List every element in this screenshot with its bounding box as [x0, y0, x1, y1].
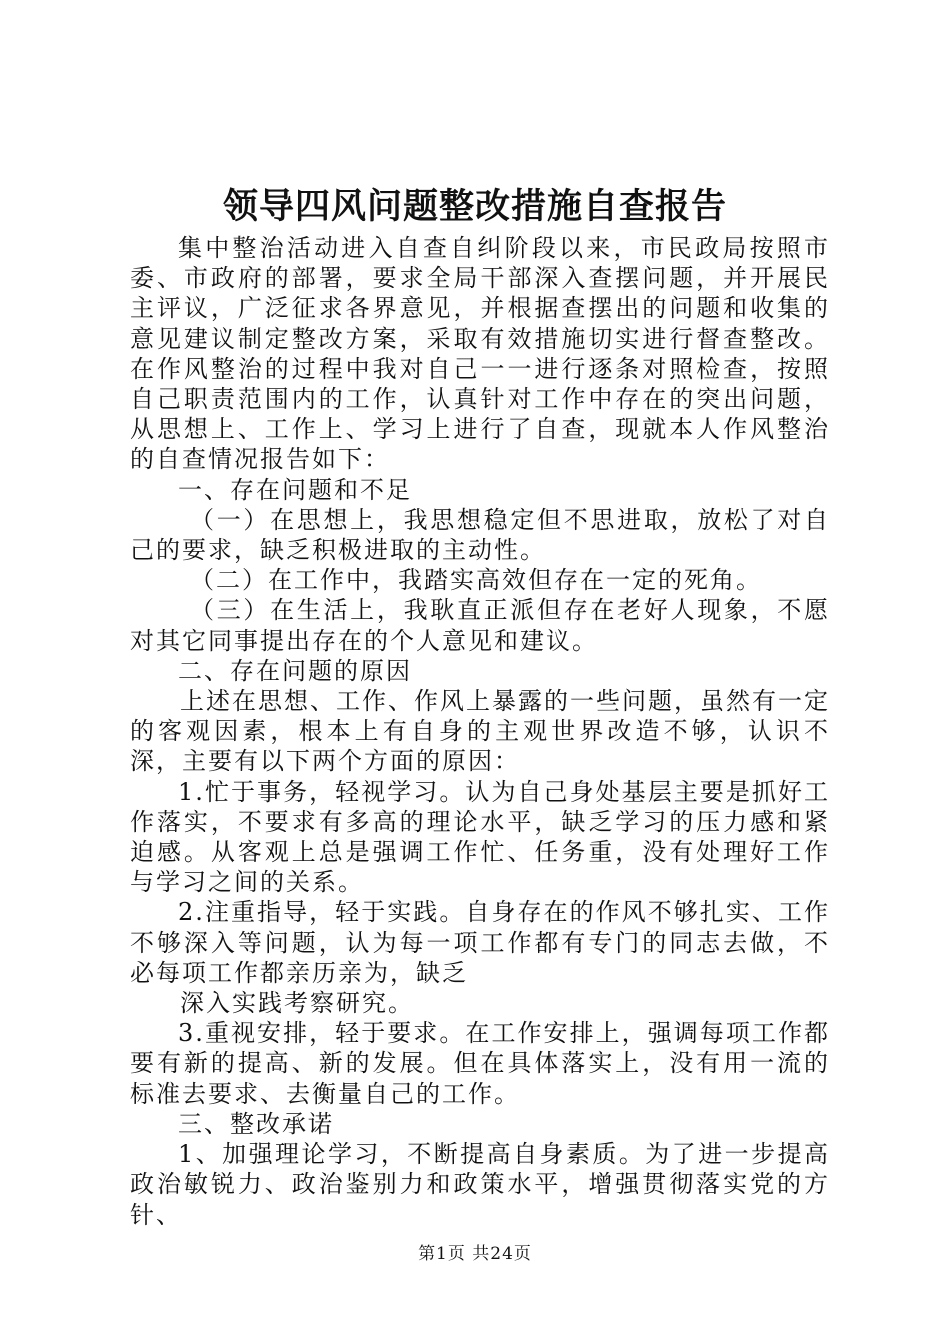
paragraph-commitment-1: 1、加强理论学习，不断提高自身素质。为了进一步提高政治敏锐力、政治鉴别力和政策水平，增强贯彻落实党的方针、 [130, 1140, 830, 1229]
paragraph-intro: 集中整治活动进入自查自纠阶段以来，市民政局按照市委、市政府的部署，要求全局干部深入查摆问题，并开展民主评议，广泛征求各界意见，并根据查摆出的问题和收集的意见建议制定整改方案，采取有效措施切实进行督查整改。在作风整治的过程中我对自己一一进行逐条对照检查，按照自己职责范围内的工作，认真针对工作中存在的突出问题，从思想上、工作上、学习上进行了自查，现就本人作风整治的自查情况报告如下： [130, 234, 830, 474]
paragraph-cause-2: 2.注重指导，轻于实践。自身存在的作风不够扎实、工作不够深入等问题，认为每一项工作都有专门的同志去做，不必每项工作都亲历亲为，缺乏 [130, 898, 830, 987]
paragraph-cause-2-continued: 深入实践考察研究。 [180, 989, 414, 1018]
section-heading-commitments: 三、整改承诺 [178, 1109, 334, 1138]
paragraph-causes-intro: 上述在思想、工作、作风上暴露的一些问题，虽然有一定的客观因素，根本上有自身的主观世界改造不够，认识不深，主要有以下两个方面的原因： [130, 687, 830, 776]
page-footer: 第1页 共24页 [418, 1244, 532, 1264]
section-heading-causes: 二、存在问题的原因 [178, 656, 412, 685]
paragraph-problem-2: （二）在工作中，我踏实高效但存在一定的死角。 [190, 566, 762, 595]
paragraph-problem-3: （三）在生活上，我耿直正派但存在老好人现象，不愿对其它同事提出存在的个人意见和建议。 [130, 596, 830, 655]
paragraph-problem-1: （一）在思想上，我思想稳定但不思进取，放松了对自己的要求，缺乏积极进取的主动性。 [130, 505, 830, 565]
section-heading-problems: 一、存在问题和不足 [178, 475, 412, 504]
paragraph-cause-1: 1.忙于事务，轻视学习。认为自己身处基层主要是抓好工作落实，不要求有多高的理论水平，缺乏学习的压力感和紧迫感。从客观上总是强调工作忙、任务重，没有处理好工作与学习之间的关系。 [130, 777, 830, 897]
paragraph-cause-3: 3.重视安排，轻于要求。在工作安排上，强调每项工作都要有新的提高、新的发展。但在具体落实上，没有用一流的标准去要求、去衡量自己的工作。 [130, 1019, 830, 1108]
document-body [130, 233, 830, 1230]
document-title: 领导四风问题整改措施自查报告 [222, 186, 727, 227]
